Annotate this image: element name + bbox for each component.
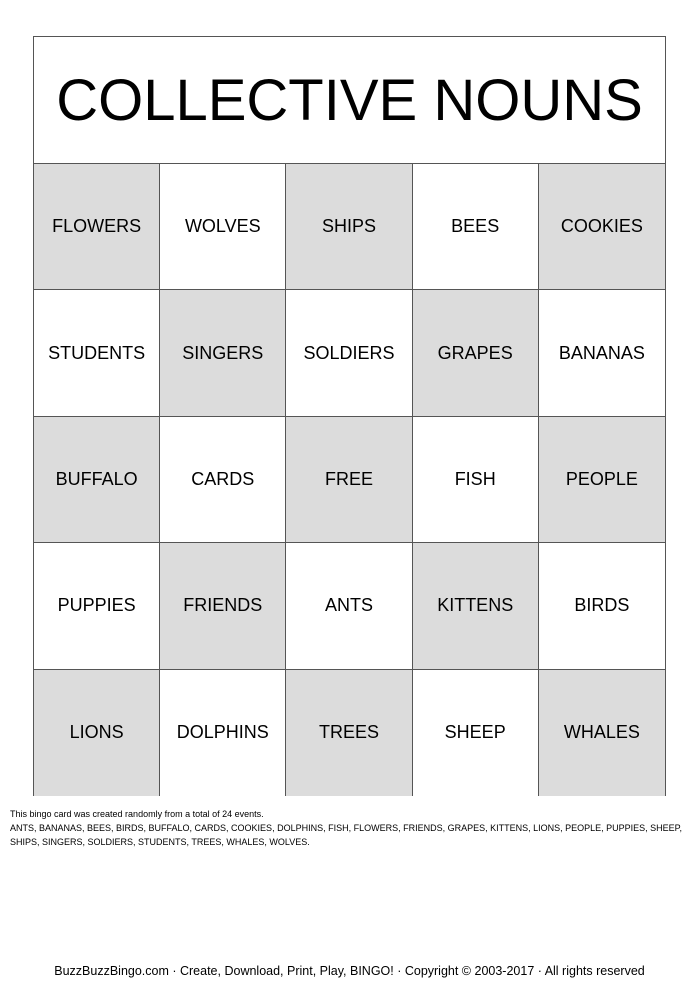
bingo-cell: STUDENTS: [34, 290, 160, 416]
bingo-cell: PEOPLE: [539, 417, 665, 543]
footer: BuzzBuzzBingo.com · Create, Download, Print, Play, BINGO! · Copyright © 2003-2017 · All rights reserved: [54, 964, 645, 978]
card-title: COLLECTIVE NOUNS: [34, 37, 665, 164]
bingo-cell: BANANAS: [539, 290, 665, 416]
bingo-cell: SHEEP: [413, 670, 539, 796]
bingo-cell: PUPPIES: [34, 543, 160, 669]
bingo-cell: CARDS: [160, 417, 286, 543]
bingo-grid: [34, 164, 665, 796]
bingo-cell: GRAPES: [413, 290, 539, 416]
bingo-cell: SHIPS: [286, 164, 412, 290]
bingo-cell: COOKIES: [539, 164, 665, 290]
events-list: ANTS, BANANAS, BEES, BIRDS, BUFFALO, CARDS, COOKIES, DOLPHINS, FISH, FLOWERS, FRIENDS, GRAPES, KITTENS, LIONS, PEOPLE, PUPPIES, SHEEP, SHIPS, SINGERS, SOLDIERS, STUDENTS, TREES, WHALES, WOLVES.: [10, 823, 682, 847]
bingo-cell: DOLPHINS: [160, 670, 286, 796]
bingo-cell: BIRDS: [539, 543, 665, 669]
bingo-cell: ANTS: [286, 543, 412, 669]
bingo-cell: KITTENS: [413, 543, 539, 669]
bingo-cell: WHALES: [539, 670, 665, 796]
bingo-card: [33, 36, 666, 796]
bingo-cell: LIONS: [34, 670, 160, 796]
bingo-cell: FISH: [413, 417, 539, 543]
bingo-cell: FLOWERS: [34, 164, 160, 290]
bingo-cell: SINGERS: [160, 290, 286, 416]
bingo-cell: FREE: [286, 417, 412, 543]
info-line: This bingo card was created randomly from a total of 24 events.: [10, 809, 264, 819]
bingo-cell: FRIENDS: [160, 543, 286, 669]
bingo-cell: BEES: [413, 164, 539, 290]
bingo-cell: TREES: [286, 670, 412, 796]
card-info: [10, 807, 690, 849]
bingo-cell: WOLVES: [160, 164, 286, 290]
bingo-cell: BUFFALO: [34, 417, 160, 543]
bingo-cell: SOLDIERS: [286, 290, 412, 416]
